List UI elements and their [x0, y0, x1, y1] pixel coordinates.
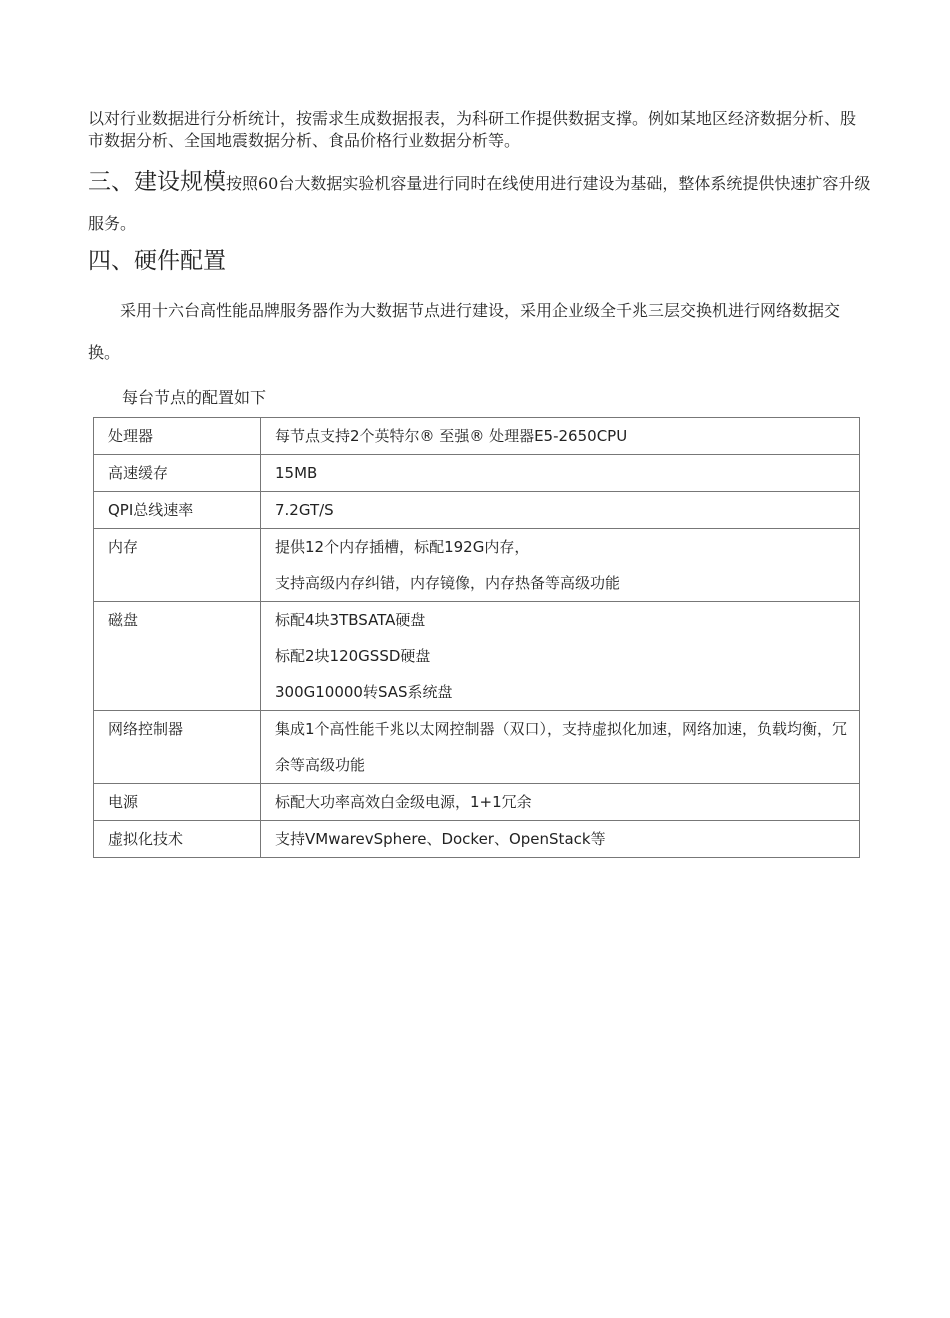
- hardware-paragraph: 采用十六台高性能品牌服务器作为大数据节点进行建设，采用企业级全千兆三层交换机进行网络数据交换。: [88, 301, 841, 362]
- row-value: 15MB: [261, 455, 860, 492]
- row-label: QPI总线速率: [94, 492, 261, 529]
- table-row: [94, 492, 860, 529]
- table-intro: 每台节点的配置如下: [122, 388, 267, 407]
- row-value: 支持VMwarevSphere、Docker、OpenStack等: [261, 821, 860, 858]
- section-3: [88, 162, 878, 244]
- table-row: [94, 455, 860, 492]
- row-label: 电源: [94, 784, 261, 821]
- section-3-text: 按照60台大数据实验机容量进行同时在线使用进行建设为基础，整体系统提供快速扩容升级服务。: [88, 174, 871, 233]
- table-row: [94, 711, 860, 784]
- table-row: [94, 821, 860, 858]
- row-label: 磁盘: [94, 602, 261, 711]
- row-label: 高速缓存: [94, 455, 261, 492]
- row-value: 标配大功率高效白金级电源，1+1冗余: [261, 784, 860, 821]
- row-value: 标配4块3TBSATA硬盘 标配2块120GSSD硬盘 300G10000转SAS系统盘: [261, 602, 860, 711]
- table-row: [94, 784, 860, 821]
- section-4-heading: 四、硬件配置: [88, 248, 226, 274]
- table-row: [94, 602, 860, 711]
- table-row: [94, 418, 860, 455]
- row-value: 7.2GT/S: [261, 492, 860, 529]
- row-label: 虚拟化技术: [94, 821, 261, 858]
- table-row: [94, 529, 860, 602]
- row-value: 集成1个高性能千兆以太网控制器（双口），支持虚拟化加速，网络加速，负载均衡，冗余等高级功能: [261, 711, 860, 784]
- section-3-heading: 三、建设规模: [88, 169, 226, 195]
- row-value: 提供12个内存插槽，标配192G内存， 支持高级内存纠错，内存镜像，内存热备等高级功能: [261, 529, 860, 602]
- intro-paragraph: 以对行业数据进行分析统计，按需求生成数据报表，为科研工作提供数据支撑。例如某地区经济数据分析、股市数据分析、全国地震数据分析、食品价格行业数据分析等。: [88, 109, 857, 150]
- row-label: 处理器: [94, 418, 261, 455]
- spec-table: [93, 417, 860, 858]
- row-label: 网络控制器: [94, 711, 261, 784]
- row-label: 内存: [94, 529, 261, 602]
- row-value: 每节点支持2个英特尔® 至强® 处理器E5-2650CPU: [261, 418, 860, 455]
